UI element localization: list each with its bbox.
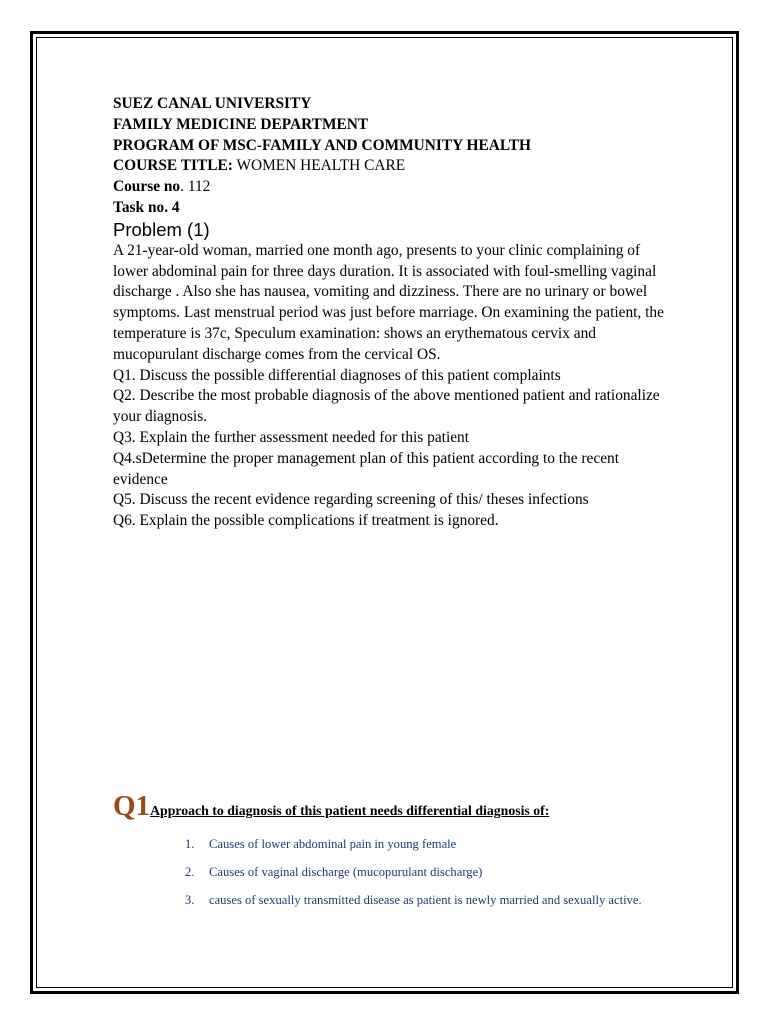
question-q3: Q3. Explain the further assessment needed for this patient: [113, 428, 470, 446]
list-item-number: 2.: [185, 865, 195, 879]
list-item-text: causes of sexually transmitted disease as patient is newly married and sexually active.: [209, 893, 642, 907]
course-number-value: . 112: [180, 178, 211, 196]
case-description: A 21-year-old woman, married one month ago, presents to your clinic complaining of lower abdominal pain for three days duration. It is associated with foul-smelling vaginal discharge . Also she has nausea, vomiting and dizziness. There are no urinary or bowel symptoms. Last menstrual period was just before marriage. On examining the patient, the temperature is 37c, Speculum examination: shows an erythematous cervix and mucopurulant discharge comes from the cervical OS.: [113, 241, 664, 363]
list-item: [168, 892, 658, 908]
course-number: [113, 177, 673, 198]
list-item: [168, 864, 658, 880]
list-item-number: 1.: [185, 837, 195, 851]
question-q2: Q2. Describe the most probable diagnosis of the above mentioned patient and rationalize your diagnosis.: [113, 387, 660, 426]
question-q6: Q6. Explain the possible complications if treatment is ignored.: [113, 512, 499, 530]
answer-q1-label: Q1: [113, 790, 151, 822]
list-item-text: Causes of lower abdominal pain in young female: [209, 837, 457, 851]
problem-title: Problem (1): [113, 218, 210, 240]
task-number: Task no. 4: [113, 198, 180, 216]
list-item-number: 3.: [185, 893, 195, 907]
list-item: [168, 836, 658, 852]
university-name: SUEZ CANAL UNIVERSITY: [113, 95, 312, 112]
answer-q1-heading: Approach to diagnosis of this patient needs differential diagnosis of:: [150, 803, 550, 818]
question-q1: Q1. Discuss the possible differential diagnoses of this patient complaints: [113, 366, 561, 384]
course-title: [113, 156, 673, 177]
course-title-value: WOMEN HEALTH CARE: [232, 157, 406, 175]
department-name: FAMILY MEDICINE DEPARTMENT: [113, 115, 369, 133]
document-body: [113, 94, 673, 532]
answer-q1-heading-row: [113, 790, 673, 823]
program-name: PROGRAM OF MSC-FAMILY AND COMMUNITY HEALTH: [113, 136, 531, 154]
question-q5: Q5. Discuss the recent evidence regarding screening of this/ theses infections: [113, 491, 589, 509]
list-item-text: Causes of vaginal discharge (mucopurulant discharge): [209, 865, 483, 879]
course-number-label: Course no: [113, 178, 181, 196]
course-title-label: COURSE TITLE:: [113, 157, 233, 175]
differential-diagnosis-list: [168, 836, 658, 920]
question-q4: Q4.sDetermine the proper management plan of this patient according to the recent evidence: [113, 449, 619, 488]
